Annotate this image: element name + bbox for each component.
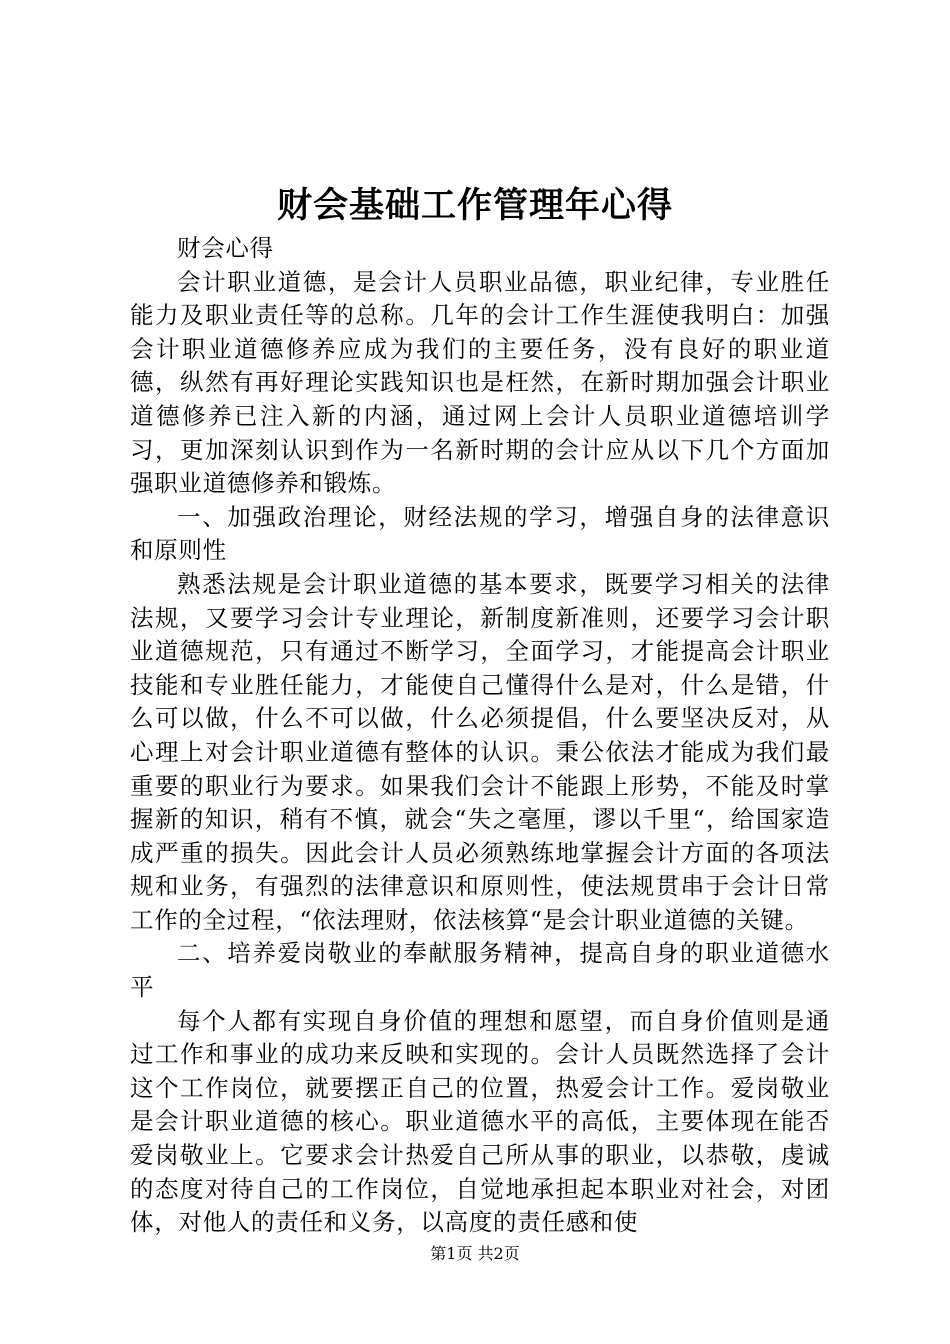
document-body [130, 232, 830, 1240]
paragraph-section-2: 每个人都有实现自身价值的理想和愿望，而自身价值则是通过工作和事业的成功来反映和实现的。会计人员既然选择了会计这个工作岗位，就要摆正自己的位置，热爱会计工作。爱岗敬业是会计职业道德的核心。职业道德水平的高低，主要体现在能否爱岗敬业上。它要求会计热爱自己所从事的职业，以恭敬，虔诚的态度对待自己的工作岗位，自觉地承担起本职业对社会，对团体，对他人的责任和义务，以高度的责任感和使 [130, 1006, 830, 1237]
document-title: 财会基础工作管理年心得 [276, 185, 673, 226]
section-heading-2: 二、培养爱岗敬业的奉献服务精神，提高自身的职业道德水平 [130, 939, 830, 1002]
section-heading-1: 一、加强政治理论，财经法规的学习，增强自身的法律意识和原则性 [130, 502, 830, 565]
paragraph-subtitle: 财会心得 [177, 234, 274, 262]
paragraph-section-1: 熟悉法规是会计职业道德的基本要求，既要学习相关的法律法规，又要学习会计专业理论，新制度新准则，还要学习会计职业道德规范，只有通过不断学习，全面学习，才能提高会计职业技能和专业胜任能力，才能使自己懂得什么是对，什么是错，什么可以做，什么不可以做，什么必须提倡，什么要坚决反对，从心理上对会计职业道德有整体的认识。秉公依法才能成为我们最重要的职业行为要求。如果我们会计不能跟上形势，不能及时掌握新的知识，稍有不慎，就会“失之毫厘，谬以千里“，给国家造成严重的损失。因此会计人员必须熟练地掌握会计方面的各项法规和业务，有强烈的法律意识和原则性，使法规贯串于会计日常工作的全过程，“依法理财，依法核算“是会计职业道德的关键。 [130, 569, 830, 934]
page-footer: 第1页 共2页 [430, 1244, 520, 1263]
paragraph-intro: 会计职业道德，是会计人员职业品德，职业纪律，专业胜任能力及职业责任等的总称。几年的会计工作生涯使我明白：加强会计职业道德修养应成为我们的主要任务，没有良好的职业道德，纵然有再好理论实践知识也是枉然，在新时期加强会计职业道德修养已注入新的内涵，通过网上会计人员职业道德培训学习，更加深刻认识到作为一名新时期的会计应从以下几个方面加强职业道德修养和锻炼。 [130, 267, 830, 498]
